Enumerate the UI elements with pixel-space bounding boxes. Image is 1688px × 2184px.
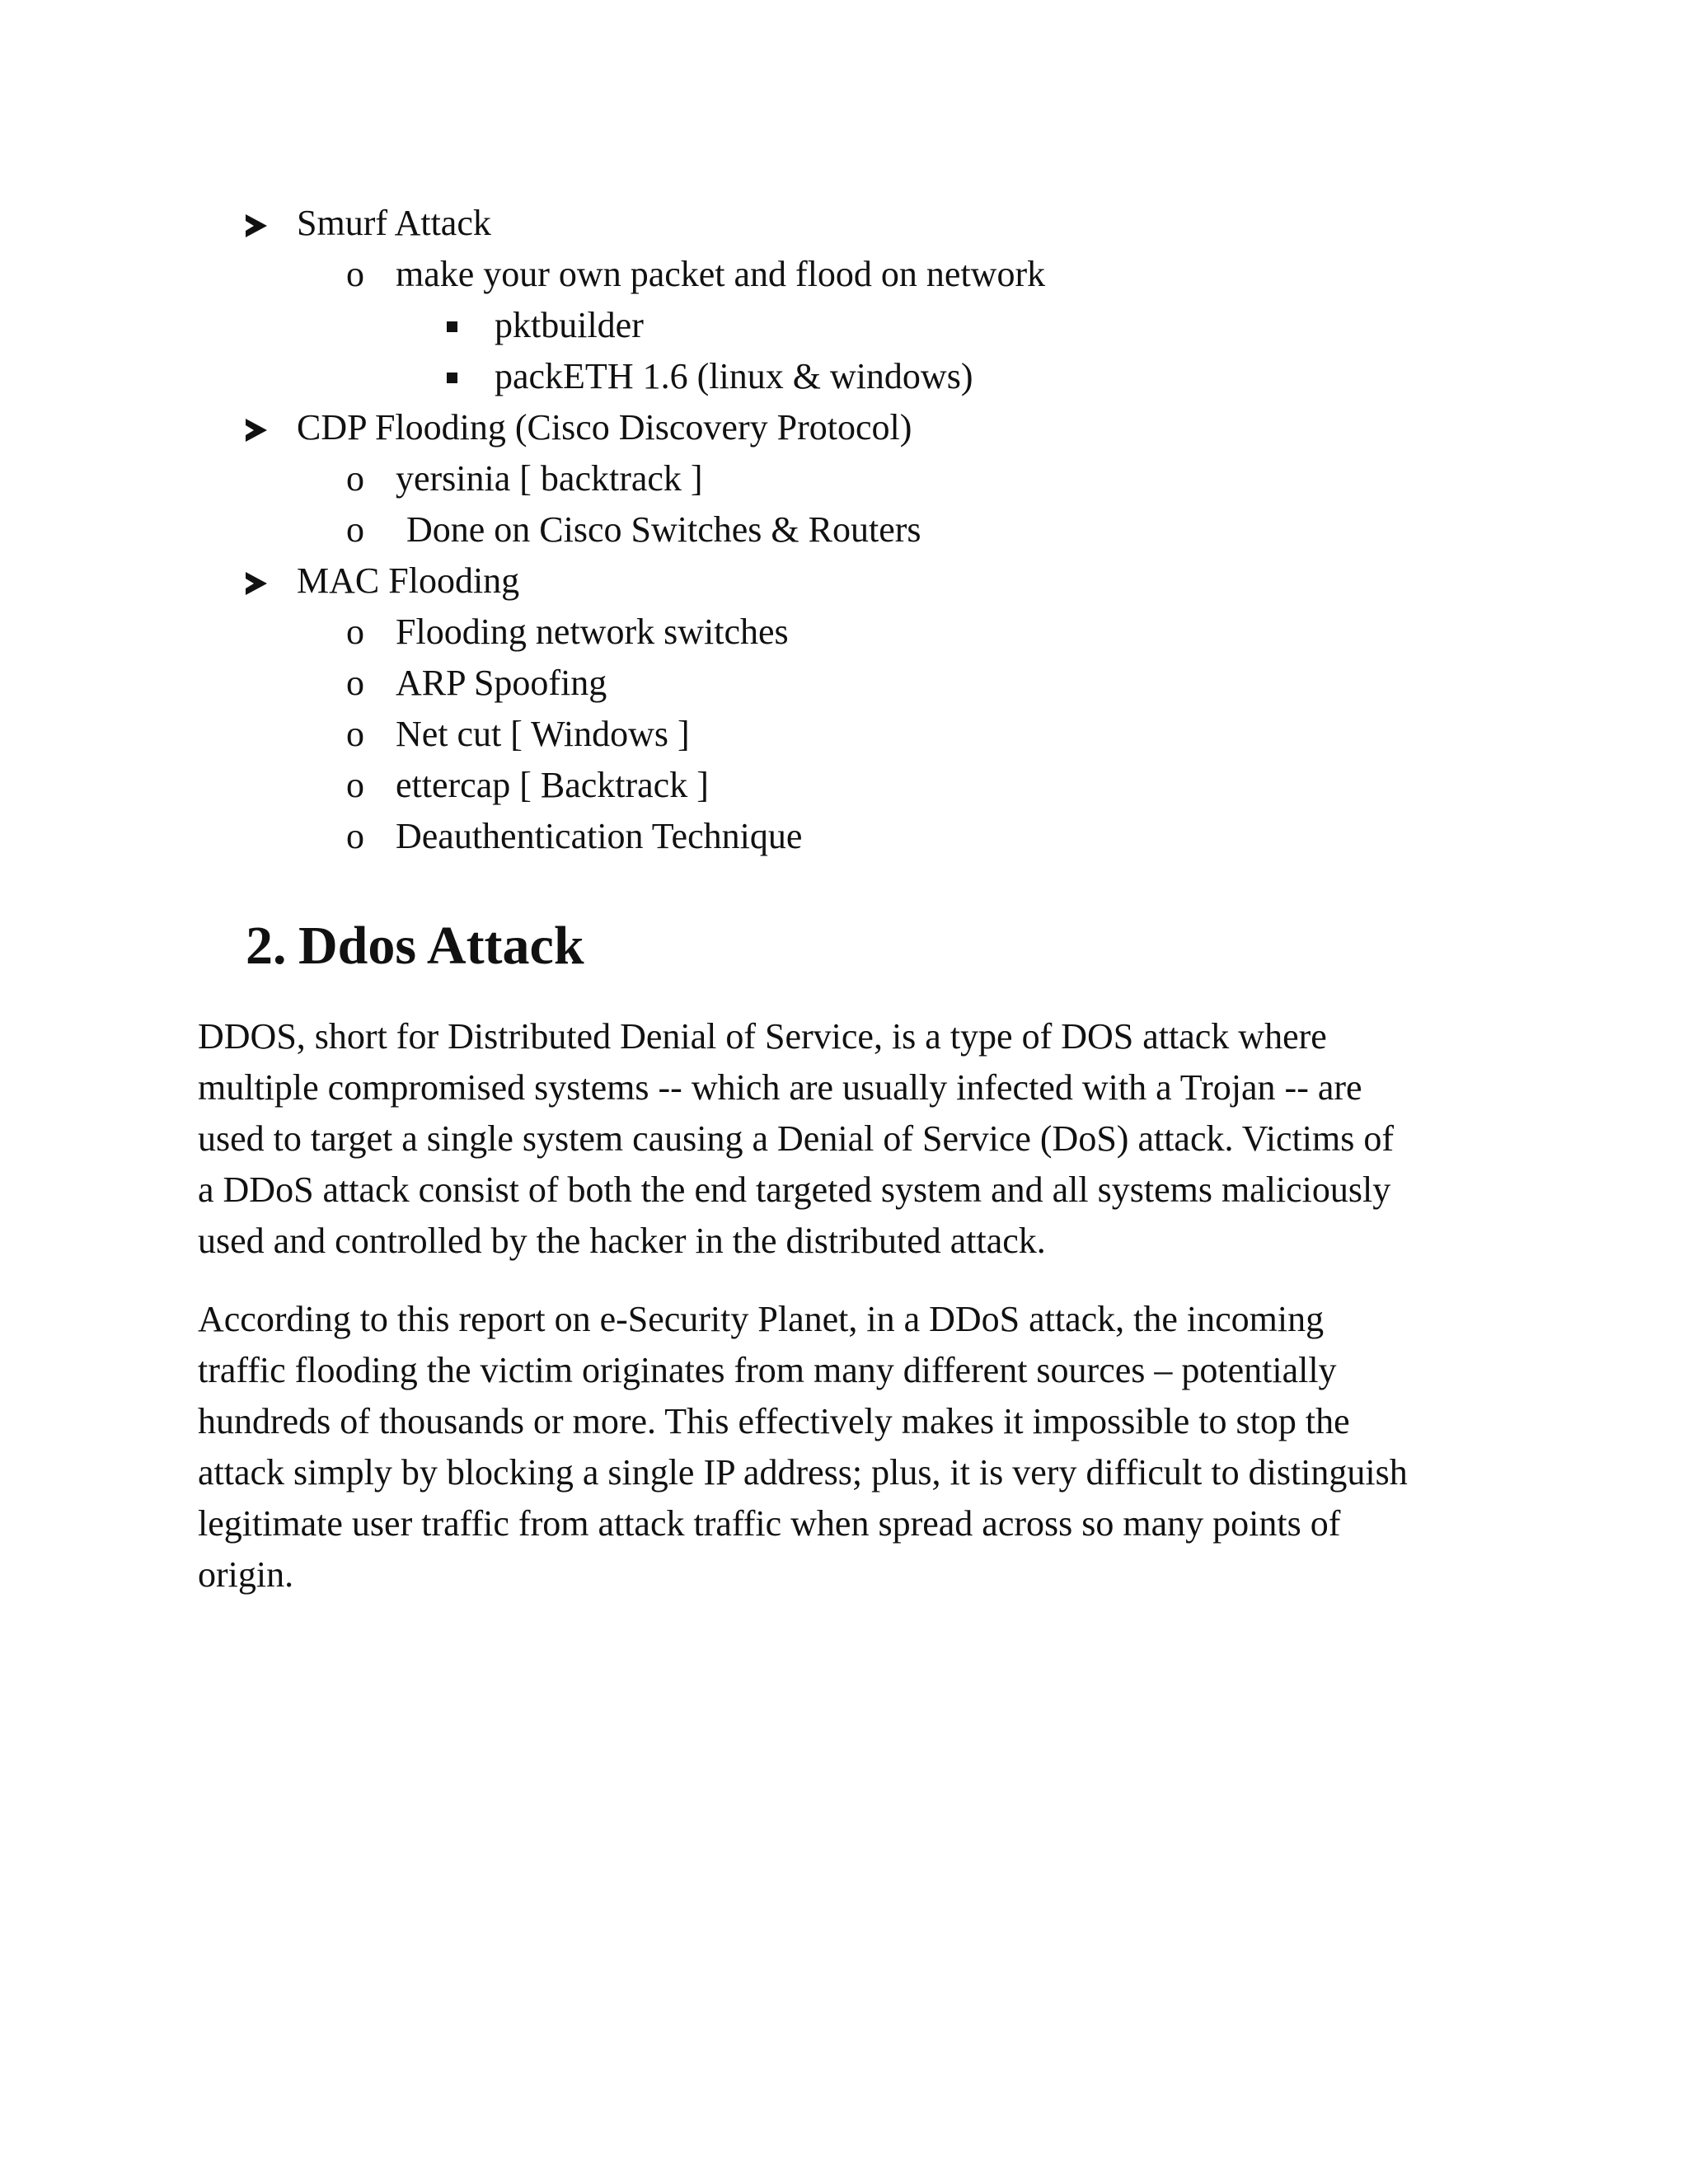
- list-item-text: packETH 1.6 (linux & windows): [495, 356, 973, 396]
- paragraph-line: DDOS, short for Distributed Denial of Service, is a type of DOS attack where: [198, 1016, 1327, 1057]
- paragraph-line: legitimate user traffic from attack traffic when spread across so many points of: [198, 1503, 1341, 1544]
- arrow-bullet-icon: [246, 555, 279, 607]
- square-bullet-icon: [447, 351, 463, 402]
- circle-bullet-icon: o: [346, 663, 364, 703]
- section-number: 2.: [246, 916, 287, 976]
- arrow-bullet-icon: [246, 402, 279, 453]
- paragraph-line: hundreds of thousands or more. This effectively makes it impossible to stop the: [198, 1401, 1350, 1441]
- circle-bullet-icon: o: [346, 458, 364, 499]
- arrow-bullet-icon: [246, 198, 279, 249]
- list-item-text: Deauthentication Technique: [396, 816, 803, 856]
- list-item: [0, 249, 1688, 300]
- list-item: [0, 402, 1688, 453]
- circle-bullet-icon: o: [346, 816, 364, 856]
- list-item-text: Flooding network switches: [396, 612, 789, 652]
- paragraph-line: According to this report on e-Security Planet, in a DDoS attack, the incoming: [198, 1299, 1325, 1339]
- list-item: [0, 198, 1688, 249]
- list-item: [0, 555, 1688, 607]
- paragraph-line: used to target a single system causing a Denial of Service (DoS) attack. Victims of: [198, 1118, 1395, 1159]
- list-item-text: Net cut [ Windows ]: [396, 714, 690, 754]
- list-item-text: Smurf Attack: [297, 203, 491, 243]
- list-item-text: ARP Spoofing: [396, 663, 607, 703]
- circle-bullet-icon: o: [346, 714, 364, 754]
- list-item: [0, 300, 1688, 351]
- section-title: Ddos Attack: [298, 916, 584, 976]
- paragraph-ddos-definition: [198, 1011, 1500, 1267]
- list-item-text: yersinia [ backtrack ]: [396, 458, 703, 499]
- paragraph-line: attack simply by blocking a single IP address; plus, it is very difficult to distinguish: [198, 1452, 1408, 1493]
- list-item: [0, 709, 1688, 760]
- list-item: [0, 453, 1688, 504]
- square-bullet-icon: [447, 300, 463, 351]
- list-item-text: Done on Cisco Switches & Routers: [406, 509, 921, 550]
- circle-bullet-icon: o: [346, 765, 364, 805]
- paragraph-line: traffic flooding the victim originates from many different sources – potentially: [198, 1350, 1337, 1390]
- list-item: [0, 607, 1688, 658]
- list-item: [0, 504, 1688, 555]
- list-item: [0, 351, 1688, 402]
- paragraph-line: used and controlled by the hacker in the distributed attack.: [198, 1221, 1046, 1261]
- list-item-text: pktbuilder: [495, 305, 644, 345]
- paragraph-line: a DDoS attack consist of both the end targeted system and all systems maliciously: [198, 1169, 1391, 1210]
- list-item: [0, 811, 1688, 862]
- section-heading: [246, 913, 584, 979]
- circle-bullet-icon: o: [346, 254, 364, 294]
- list-item-text: MAC Flooding: [297, 560, 520, 601]
- paragraph-line: multiple compromised systems -- which are usually infected with a Trojan -- are: [198, 1067, 1362, 1108]
- circle-bullet-icon: o: [346, 612, 364, 652]
- list-item-text: CDP Flooding (Cisco Discovery Protocol): [297, 407, 912, 448]
- paragraph-ddos-report: [198, 1294, 1500, 1601]
- list-item-text: ettercap [ Backtrack ]: [396, 765, 709, 805]
- list-item: [0, 658, 1688, 709]
- paragraph-line: origin.: [198, 1554, 294, 1595]
- list-item-text: make your own packet and flood on network: [396, 254, 1046, 294]
- circle-bullet-icon: o: [346, 509, 364, 550]
- list-item: [0, 760, 1688, 811]
- attack-outline-list: [0, 198, 1688, 862]
